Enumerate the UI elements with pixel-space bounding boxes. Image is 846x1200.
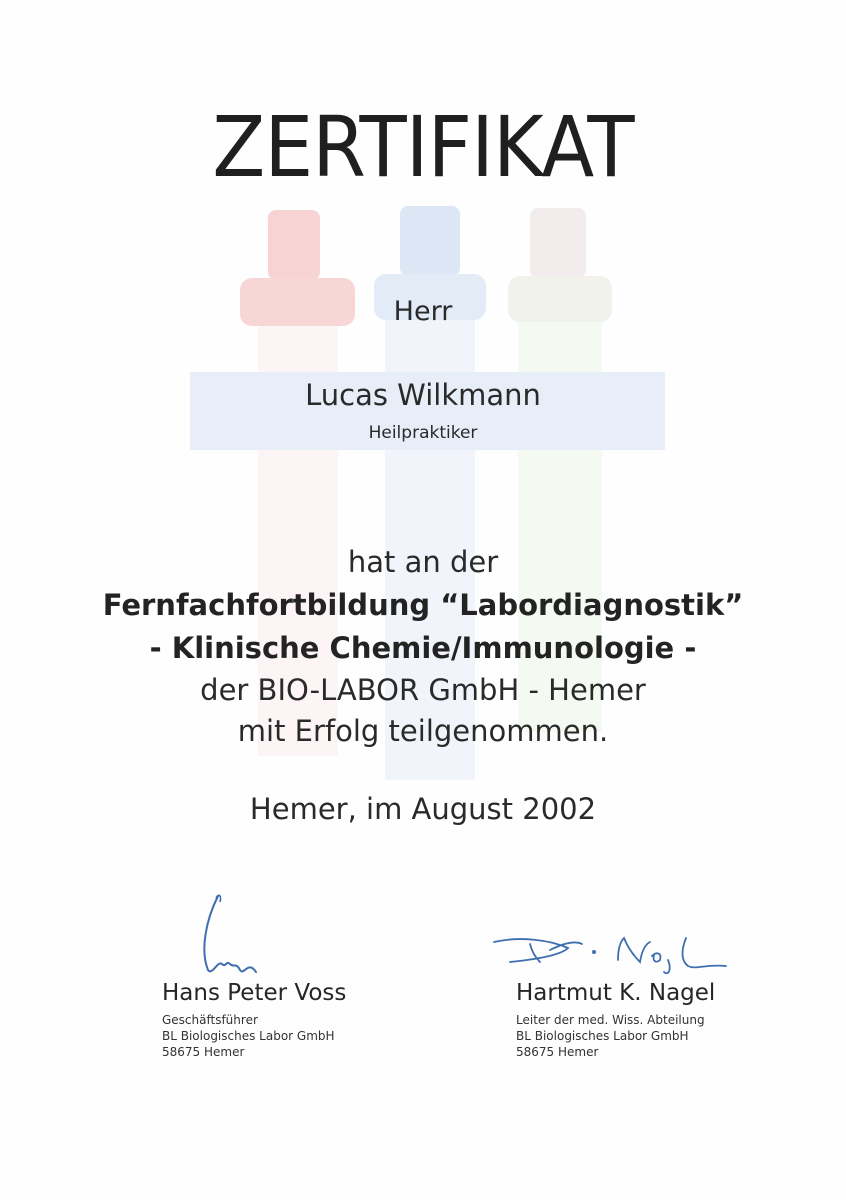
signature-block-left (162, 980, 346, 1060)
recipient-profession: Heilpraktiker (368, 423, 478, 443)
body-line: der BIO-LABOR GmbH - Hemer (200, 673, 646, 707)
signatory-role: Geschäftsführer (162, 1013, 258, 1027)
signature-block-right (516, 980, 715, 1060)
signatory-address: 58675 Hemer (162, 1045, 245, 1059)
signature-nagel (490, 930, 740, 980)
course-subtitle: - Klinische Chemie/Immunologie - (149, 631, 697, 665)
signatory-role: Leiter der med. Wiss. Abteilung (516, 1013, 705, 1027)
body-line: hat an der (347, 545, 499, 579)
signatory-address: 58675 Hemer (516, 1045, 599, 1059)
recipient-name: Lucas Wilkmann (305, 378, 541, 412)
place-and-date: Hemer, im August 2002 (249, 792, 597, 826)
certificate-title: ZERTIFIKAT (212, 98, 634, 196)
signatory-name: Hartmut K. Nagel (516, 980, 716, 1006)
signature-voss (196, 890, 266, 980)
salutation: Herr (393, 296, 453, 327)
body-line: mit Erfolg teilgenommen. (237, 714, 609, 748)
signatory-company: BL Biologisches Labor GmbH (162, 1029, 335, 1043)
signatory-name: Hans Peter Voss (162, 980, 347, 1006)
course-title: Fernfachfortbildung “Labordiagnostik” (102, 588, 744, 622)
signatory-company: BL Biologisches Labor GmbH (516, 1029, 689, 1043)
